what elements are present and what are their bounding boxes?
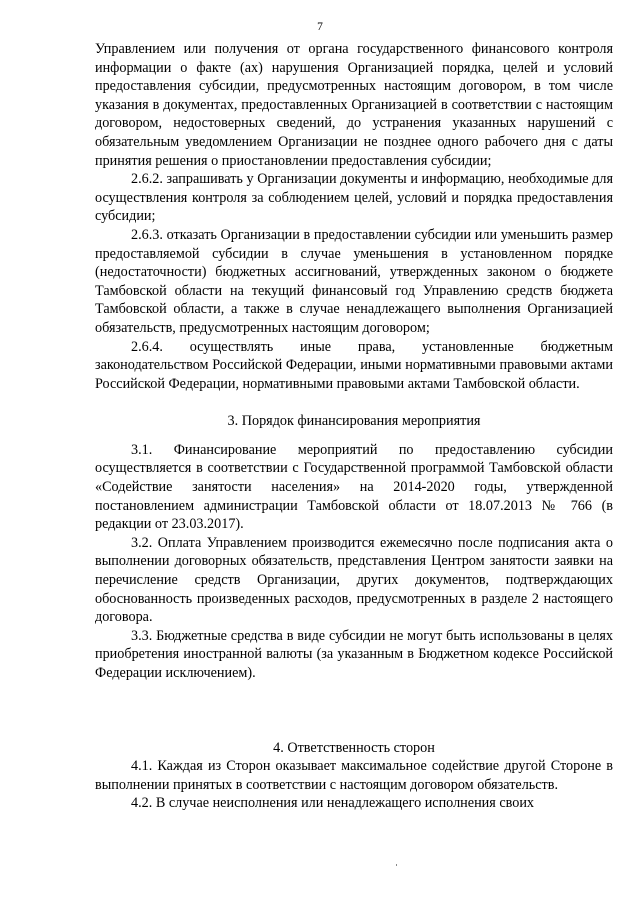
paragraph-continuation: Управлением или получения от органа государственного финансового контроля информации о факте (ах) нарушения Организацией порядка, целей и условий предоставления субсидии, предусмотренных настоящим договором, в том числе указания в документах, предоставленных Организацией в соответствии с настоящим договором, недостоверных сведений, до устранения указанных нарушений с обязательным уведомлением Организации не позднее одного рабочего дня с даты принятия решения о приостановлении предоставления субсидии; bbox=[95, 41, 613, 169]
paragraph-4-2: 4.2. В случае неисполнения или ненадлежащего исполнения своих bbox=[131, 795, 534, 812]
spacer bbox=[95, 431, 613, 441]
document-body bbox=[95, 40, 613, 813]
paragraph-3-2: 3.2. Оплата Управлением производится ежемесячно после подписания акта о выполнении договорных обязательств, представления Центром занятости заявки на перечисление средств Организации, других документов, подтверждающих обоснованность произведенных расходов, предусмотренных в разделе 2 настоящего договора. bbox=[95, 534, 613, 626]
section-4-heading: 4. Ответственность сторон bbox=[273, 739, 435, 756]
page-number: 7 bbox=[317, 21, 323, 33]
spacer bbox=[95, 683, 613, 739]
section-3-heading: 3. Порядок финансирования мероприятия bbox=[227, 413, 481, 430]
paragraph-2-6-4: 2.6.4. осуществлять иные права, установленные бюджетным законодательством Российской Федерации, иными нормативными правовыми актами Российской Федерации, нормативными правовыми актами Тамбовской области. bbox=[95, 338, 613, 392]
paragraph-2-6-3: 2.6.3. отказать Организации в предоставлении субсидии или уменьшить размер предоставляемой субсидии в случае уменьшения в установленном порядке (недостаточности) бюджетных ассигнований, утвержденных законом о бюджете Тамбовской области на текущий финансовый год Управлению средств бюджета Тамбовской области, а также в случае ненадлежащего выполнения Организацией обязательств, предусмотренных настоящим договором; bbox=[95, 226, 613, 336]
scan-speck bbox=[396, 864, 397, 866]
paragraph-3-3: 3.3. Бюджетные средства в виде субсидии не могут быть использованы в целях приобретения иностранной валюты (за указанным в Бюджетном кодексе Российской Федерации исключением). bbox=[95, 627, 613, 681]
paragraph-3-1: 3.1. Финансирование мероприятий по предоставлению субсидии осуществляется в соответствии с Государственной программой Тамбовской области «Содействие занятости населения» на 2014-2020 годы, утвержденной постановлением администрации Тамбовской области от 18.07.2013 № 766 (в редакции от 23.03.2017). bbox=[95, 441, 613, 533]
spacer bbox=[95, 393, 613, 412]
paragraph-4-1: 4.1. Каждая из Сторон оказывает максимальное содействие другой Стороне в выполнении принятых в соответствии с настоящим договором обязательств. bbox=[95, 758, 613, 793]
paragraph-2-6-2: 2.6.2. запрашивать у Организации документы и информацию, необходимые для осуществления контроля за соблюдением целей, условий и порядка предоставления субсидии; bbox=[95, 171, 613, 225]
